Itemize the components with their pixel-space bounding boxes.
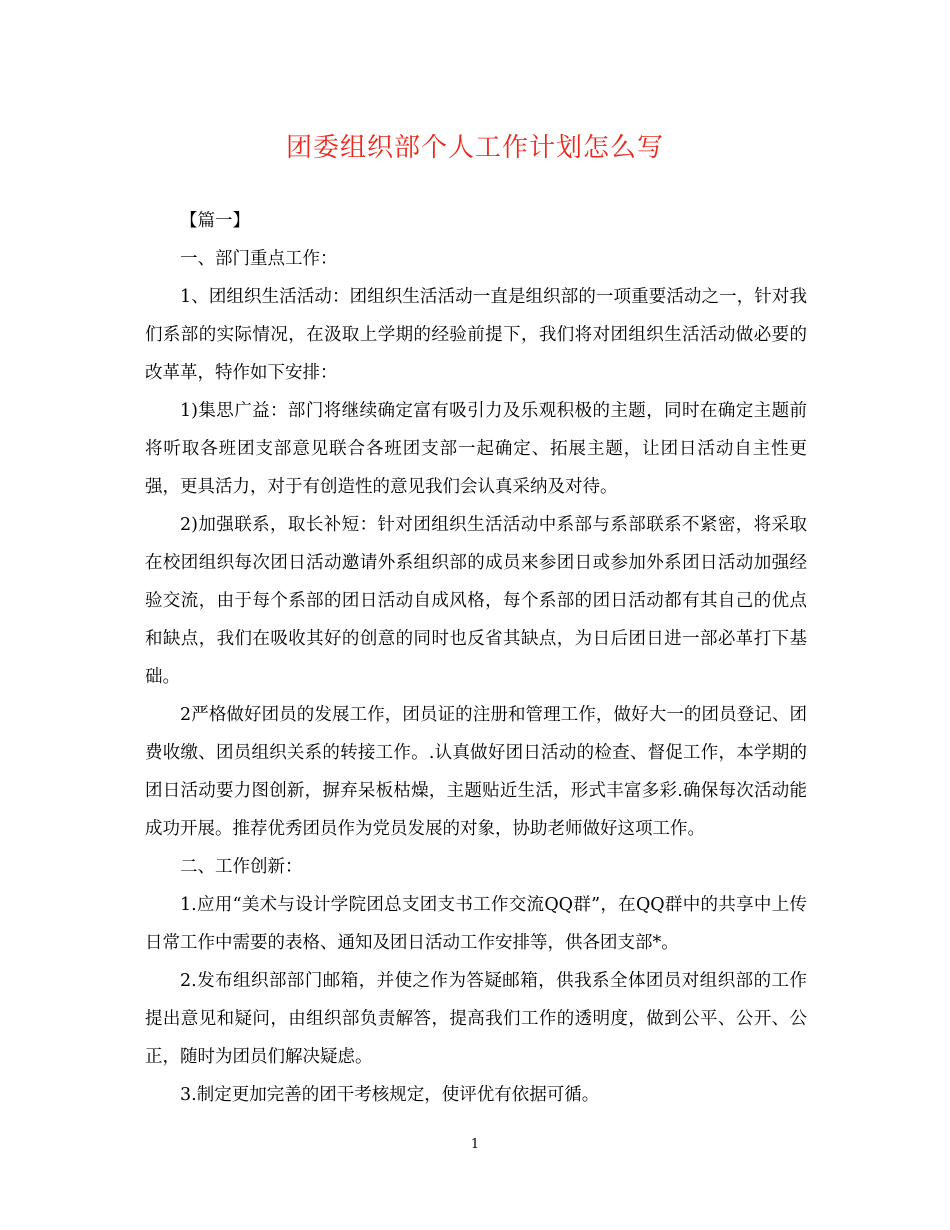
heading-key-work: 一、部门重点工作： <box>180 249 338 269</box>
section-heading-part-one: 【篇一】 <box>180 211 250 231</box>
document-title: 团委组织部个人工作计划怎么写 <box>285 133 664 163</box>
heading-work-innovation: 二、工作创新： <box>180 857 303 877</box>
paragraph-qq-group: 1.应用“美术与设计学院团总支团支书工作交流QQ群”，在QQ群中的共享中上传日常工作中需要的表格、通知及团日活动工作安排等，供各团支部*。 <box>145 895 807 953</box>
paragraph-strengthen-contact: 2)加强联系，取长补短：针对团组织生活活动中系部与系部联系不紧密，将采取在校团组织每次团日活动邀请外系组织部的成员来参团日或参加外系团日活动加强经验交流，由于每个系部的团日活动自成风格，每个系部的团日活动都有其自己的优点和缺点，我们在吸收其好的创意的同时也反省其缺点，为日后团日进一部必革打下基础。 <box>145 515 807 687</box>
paragraph-member-development: 2严格做好团员的发展工作，团员证的注册和管理工作，做好大一的团员登记、团费收缴、团员组织关系的转接工作。.认真做好团日活动的检查、督促工作，本学期的团日活动要力图创新，摒弃呆板枯燥，主题贴近生活，形式丰富多彩.确保每次活动能成功开展。推荐优秀团员作为党员发展的对象，协助老师做好这项工作。 <box>145 705 807 839</box>
paragraph-department-email: 2.发布组织部部门邮箱，并使之作为答疑邮箱，供我系全体团员对组织部的工作提出意见和疑问，由组织部负责解答，提高我们工作的透明度，做到公平、公开、公正，随时为团员们解决疑虑。 <box>145 971 807 1067</box>
paragraph-brainstorming: 1)集思广益：部门将继续确定富有吸引力及乐观积极的主题，同时在确定主题前将听取各班团支部意见联合各班团支部一起确定、拓展主题，让团日活动自主性更强，更具活力，对于有创造性的意见我们会认真采纳及对待。 <box>145 401 807 497</box>
document-body <box>145 202 807 1114</box>
paragraph-group-activities: 1、团组织生活活动：团组织生活活动一直是组织部的一项重要活动之一，针对我们系部的实际情况，在汲取上学期的经验前提下，我们将对团组织生活活动做必要的改革革，特作如下安排： <box>145 287 807 383</box>
paragraph-assessment-rules: 3.制定更加完善的团干考核规定，使评优有依据可循。 <box>180 1085 600 1105</box>
page-number: 1 <box>470 1137 480 1152</box>
